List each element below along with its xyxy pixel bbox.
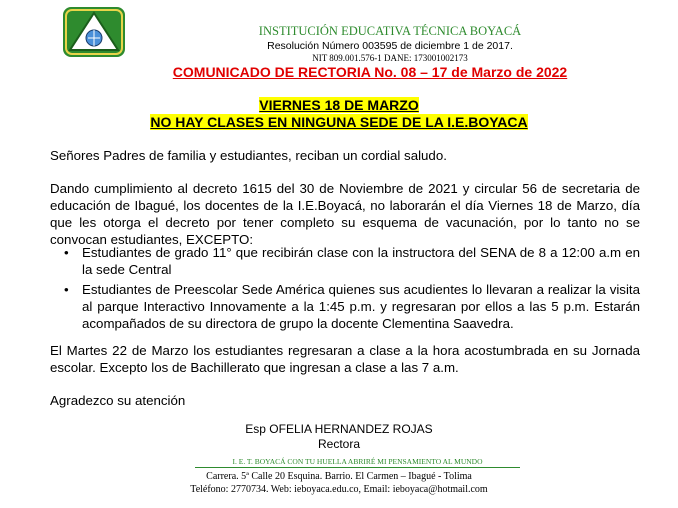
headline-notice-text: NO HAY CLASES EN NINGUNA SEDE DE LA I.E.BOYACA bbox=[150, 114, 528, 130]
school-logo bbox=[62, 6, 126, 58]
footer-address: Carrera. 5ª Calle 20 Esquina. Barrio. El Carmen – Ibagué - Tolima bbox=[206, 471, 472, 482]
headline-notice bbox=[0, 114, 678, 130]
communique-title: COMUNICADO DE RECTORIA No. 08 – 17 de Marzo de 2022 bbox=[172, 64, 568, 80]
greeting: Señores Padres de familia y estudiantes, reciban un cordial saludo. bbox=[50, 148, 447, 163]
headline-day bbox=[0, 97, 678, 113]
closing: Agradezco su atención bbox=[50, 393, 186, 408]
exceptions-list bbox=[60, 244, 640, 335]
signer-name: Esp OFELIA HERNANDEZ ROJAS bbox=[245, 422, 433, 436]
resolution-number: Resolución Número 003595 de diciembre 1 de 2017. bbox=[267, 40, 513, 52]
institution-name: INSTITUCIÓN EDUCATIVA TÉCNICA BOYACÁ bbox=[258, 24, 522, 38]
footer-motto: I. E. T. BOYACÁ CON TU HUELLA ABRIRÉ MI PENSAMIENTO AL MUNDO bbox=[195, 457, 520, 468]
list-item: • Estudiantes de Preescolar Sede América quienes sus acudientes lo llevaran a realizar la visita al parque Interactivo Innovamente a la 1:45 p.m. y regresaran por ellos a las 5 p.m. Estarán acompañados de su directora de grupo la docente Clementina Saavedra. bbox=[60, 281, 640, 332]
list-item: • Estudiantes de grado 11° que recibirán clase con la instructora del SENA de 8 a 12:00 a.m en la sede Central bbox=[60, 244, 640, 278]
footer-contact: Teléfono: 2770734. Web: ieboyaca.edu.co, Email: ieboyaca@hotmail.com bbox=[190, 484, 488, 495]
headline-day-text: VIERNES 18 DE MARZO bbox=[259, 97, 419, 113]
paragraph-return: El Martes 22 de Marzo los estudiantes regresaran a clase a la hora acostumbrada en su Jornada escolar. Excepto los de Bachillerato que ingresan a clase a las 7 a.m. bbox=[50, 343, 640, 375]
signer-role: Rectora bbox=[317, 437, 361, 451]
paragraph-decree: Dando cumplimiento al decreto 1615 del 30 de Noviembre de 2021 y circular 56 de secretaria de educación de Ibagué, los docentes de la I.E.Boyacá, no laborarán el día Viernes 18 de Marzo, día que les otorga el decreto por tener completo su esquema de vacunación, por lo tanto no se convocan estudiantes, EXCEPTO: bbox=[50, 181, 640, 247]
nit-dane: NIT 809.001.576-1 DANE: 173001002173 bbox=[312, 53, 468, 63]
